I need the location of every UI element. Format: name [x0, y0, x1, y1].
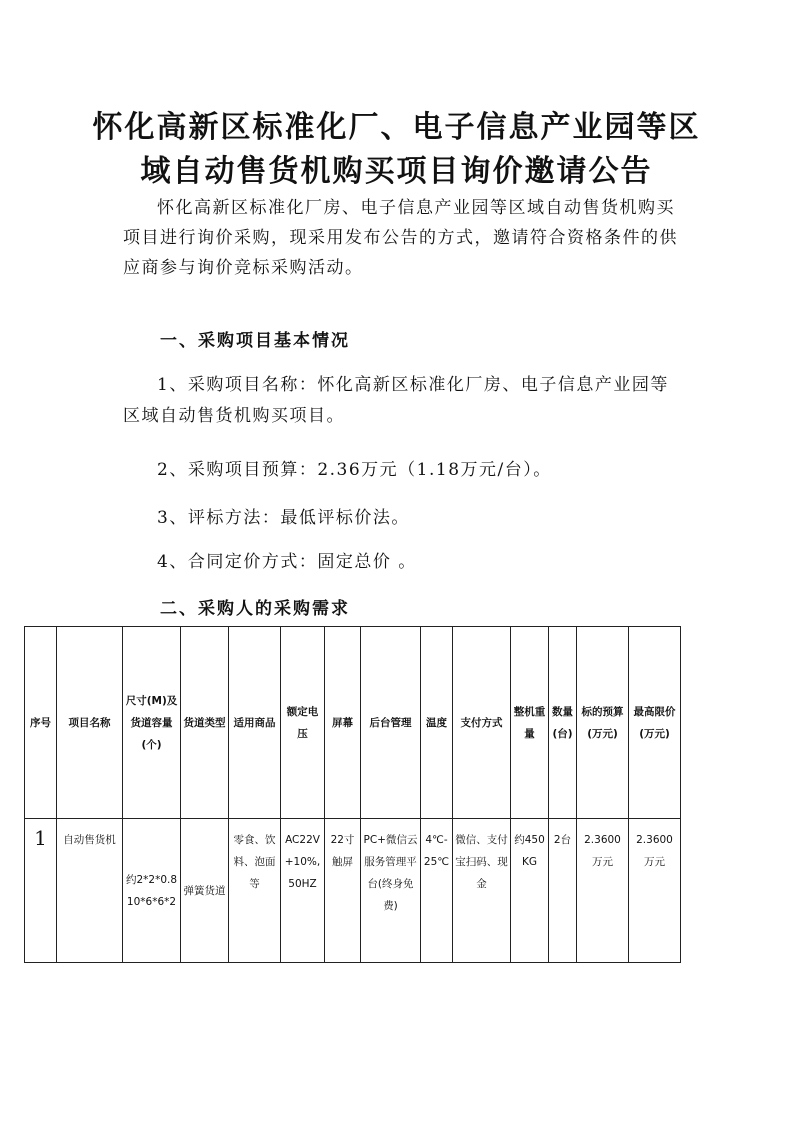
cell-temp: 4℃-25℃ — [421, 819, 453, 963]
header-budget: 标的预算(万元) — [577, 627, 629, 819]
header-maxprice: 最高限价(万元) — [629, 627, 681, 819]
header-voltage: 额定电压 — [281, 627, 325, 819]
section-1-item-3: 3、评标方法：最低评标价法。 — [157, 508, 410, 528]
section-1-item-4: 4、合同定价方式：固定总价 。 — [157, 552, 417, 572]
header-qty: 数量(台) — [549, 627, 577, 819]
header-payment: 支付方式 — [453, 627, 511, 819]
header-size: 尺寸(M)及货道容量(个) — [123, 627, 181, 819]
header-backend: 后台管理 — [361, 627, 421, 819]
header-seq: 序号 — [25, 627, 57, 819]
header-lane: 货道类型 — [181, 627, 229, 819]
cell-maxprice: 2.3600万元 — [629, 819, 681, 963]
cell-lane: 弹簧货道 — [181, 819, 229, 963]
section-2-heading: 二、采购人的采购需求 — [160, 599, 350, 619]
title-line-2: 域自动售货机购买项目询价邀请公告 — [140, 154, 653, 189]
section-1-item-1: 1、采购项目名称：怀化高新区标准化厂房、电子信息产业园等区域自动售货机购买项目。 — [123, 375, 669, 426]
cell-payment: 微信、支付宝扫码、现金 — [453, 819, 511, 963]
header-temp: 温度 — [421, 627, 453, 819]
section-1-item-2: 2、采购项目预算：2.36万元（1.18万元/台）。 — [157, 460, 552, 480]
cell-budget: 2.3600万元 — [577, 819, 629, 963]
header-goods: 适用商品 — [229, 627, 281, 819]
cell-backend: PC+微信云服务管理平台(终身免费) — [361, 819, 421, 963]
header-weight: 整机重量 — [511, 627, 549, 819]
table-row — [25, 819, 681, 963]
intro-paragraph: 怀化高新区标准化厂房、电子信息产业园等区域自动售货机购买项目进行询价采购，现采用发布公告的方式，邀请符合资格条件的供应商参与询价竞标采购活动。 — [123, 198, 678, 278]
cell-name: 自动售货机 — [57, 819, 123, 963]
title-line-1: 怀化高新区标准化厂、电子信息产业园等区 — [92, 110, 701, 145]
table-header-row — [25, 627, 681, 819]
cell-screen: 22寸触屏 — [325, 819, 361, 963]
cell-size: 约2*2*0.8 10*6*6*2 — [123, 819, 181, 963]
cell-qty: 2台 — [549, 819, 577, 963]
header-name: 项目名称 — [57, 627, 123, 819]
cell-voltage: AC22V+10%,50HZ — [281, 819, 325, 963]
section-1-heading: 一、采购项目基本情况 — [160, 331, 350, 351]
header-screen: 屏幕 — [325, 627, 361, 819]
cell-weight: 约450KG — [511, 819, 549, 963]
requirements-table — [24, 626, 681, 963]
cell-goods: 零食、饮料、泡面等 — [229, 819, 281, 963]
cell-seq: 1 — [25, 819, 57, 963]
